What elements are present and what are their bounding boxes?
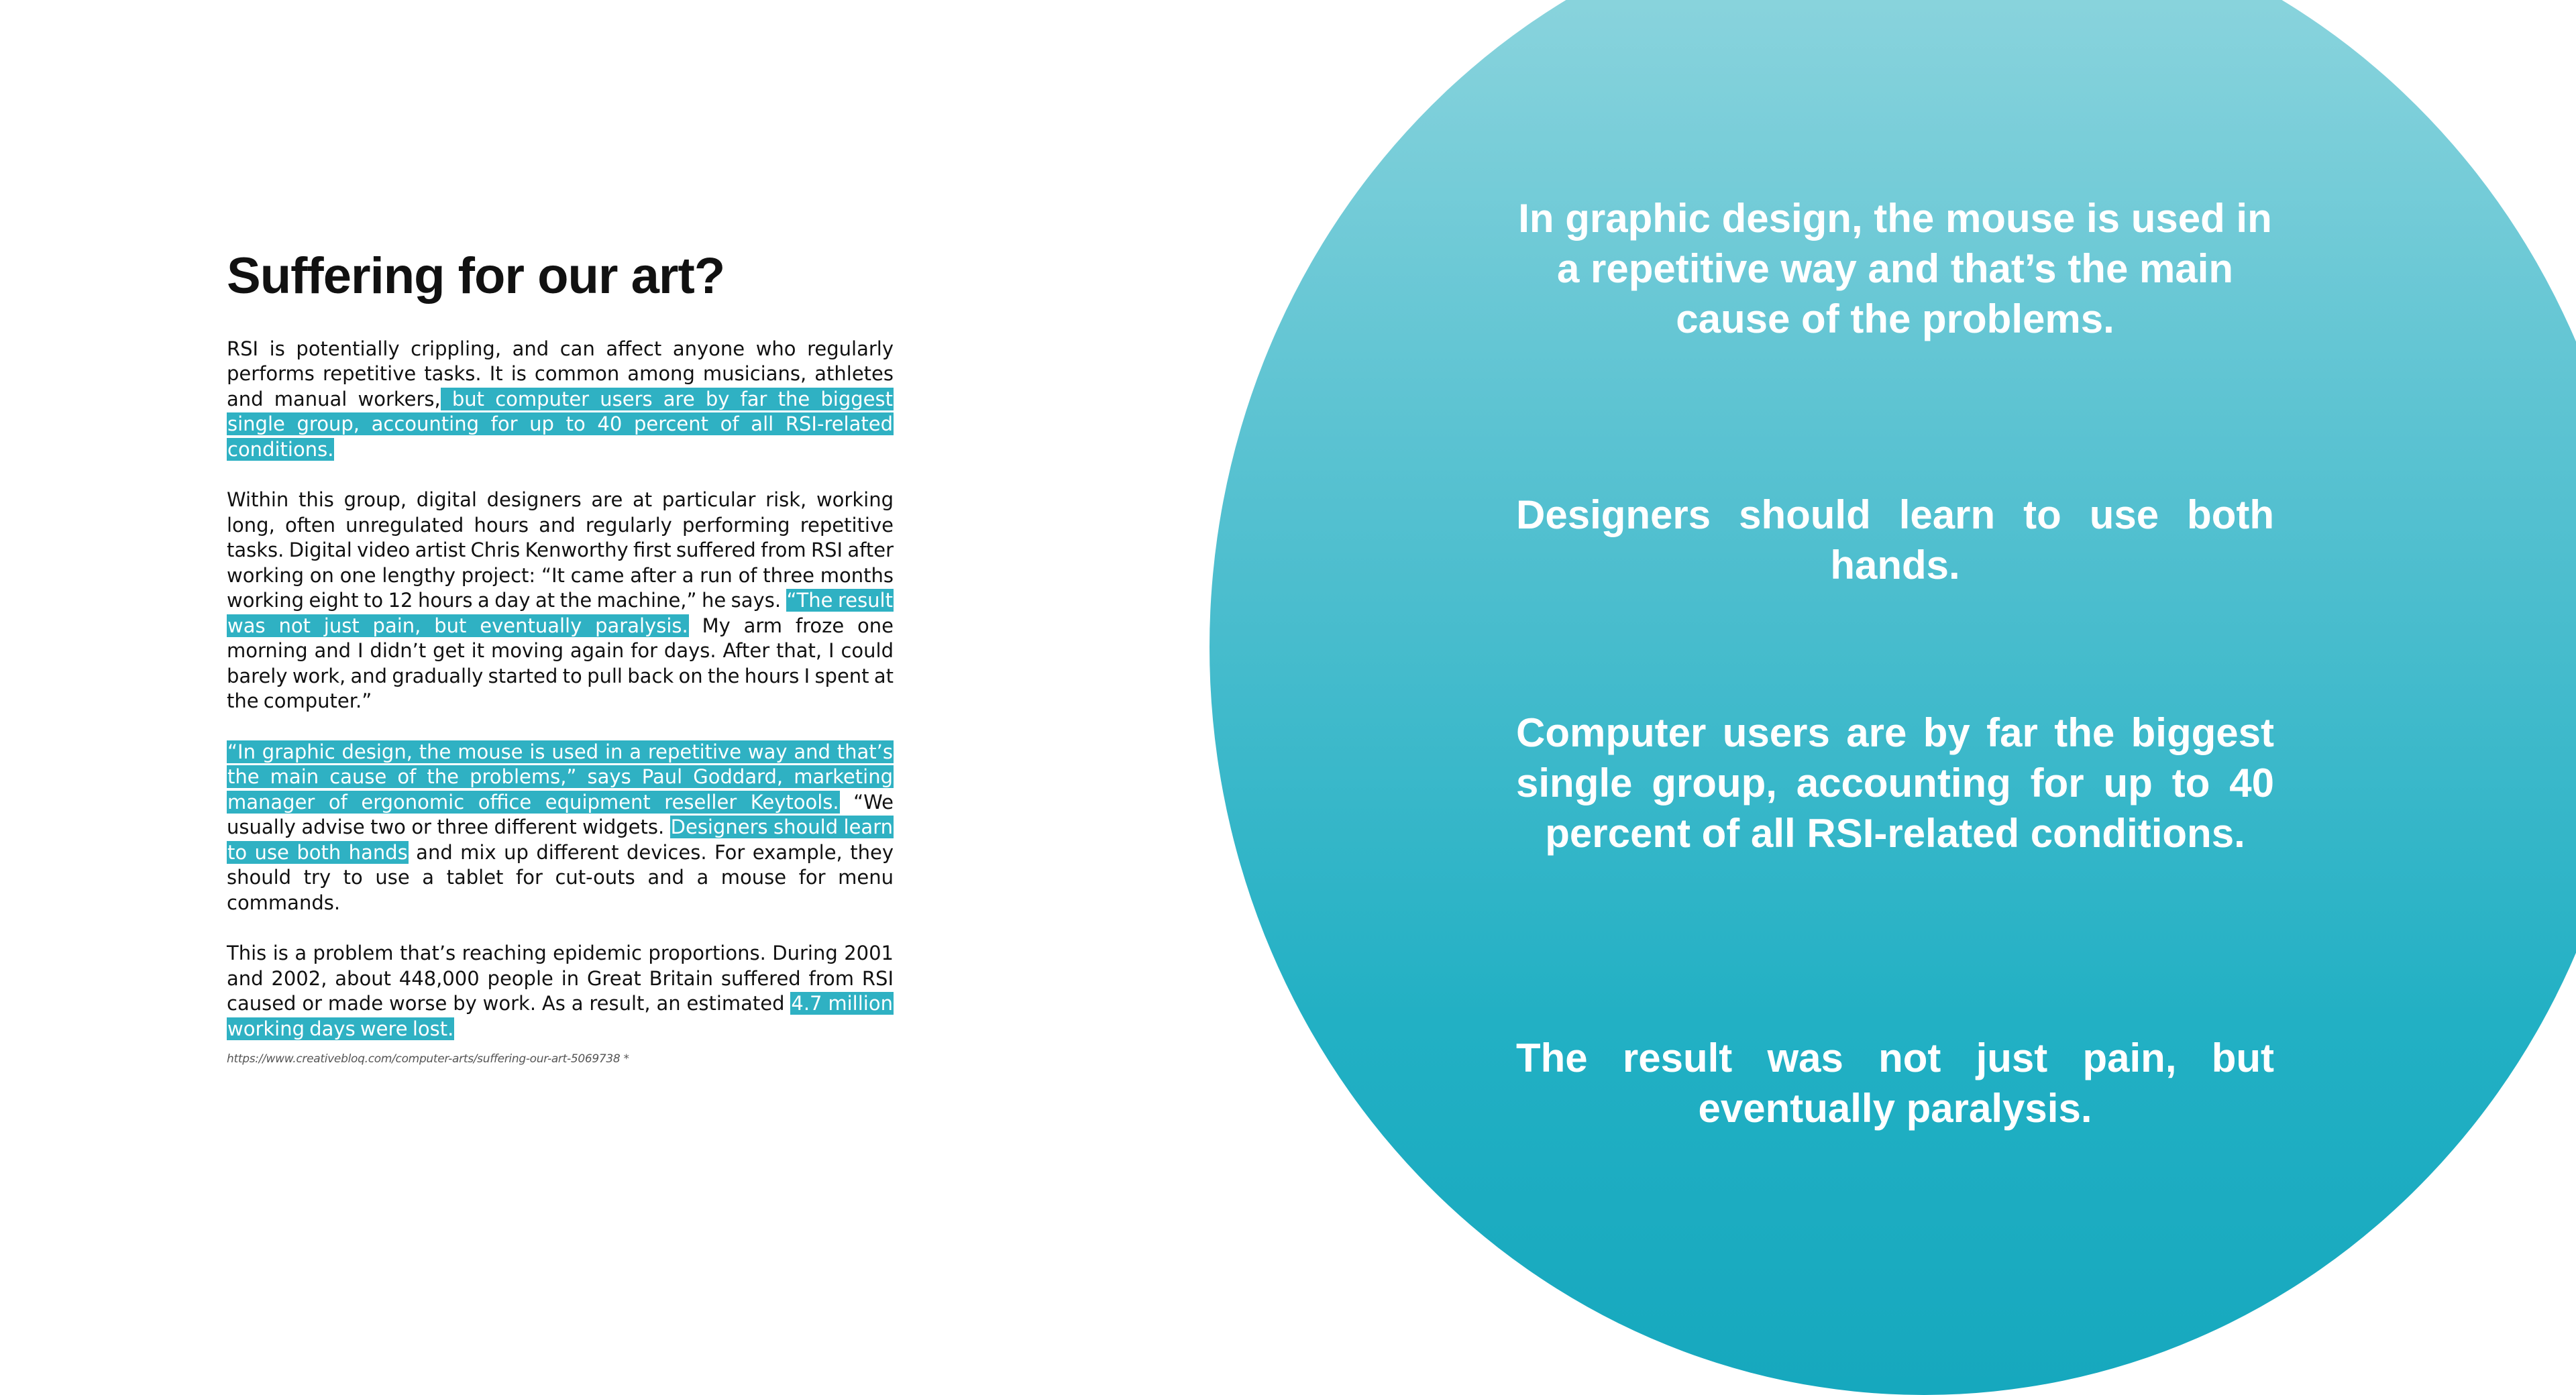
- paragraph-3: [227, 740, 894, 916]
- paragraph-1: [227, 337, 894, 463]
- highlighted-text: but computer users are by far the biggest single group, accounting for up to 40 percent of all RSI-related conditions.: [227, 387, 893, 461]
- source-url: https://www.creativebloq.com/computer-arts/suffering-our-art-5069738 *: [227, 1052, 629, 1066]
- paragraph-2: [227, 488, 894, 714]
- paragraph-text: My arm froze one morning and I didn’t get it moving again for days. After that, I could barely work, and gradually started to pull back on the hours I spent at the computer.”: [227, 614, 894, 713]
- paragraph-text: Within this group, digital designers are at particular risk, working long, often unregulated hours and regularly performing repetitive tasks. Digital video artist Chris Kenworthy first suffered from RSI after working on one lengthy project: “It came after a run of three months working eight to 12 hours a day at the machine,” he says.: [227, 488, 894, 612]
- pull-quote-4: The result was not just pain, but eventually paralysis.: [1516, 1036, 2274, 1131]
- paragraph-text: This is a problem that’s reaching epidemic proportions. During 2001 and 2002, about 448,000 people in Great Britain suffered from RSI caused or made worse by work. As a result, an estimated: [227, 942, 894, 1015]
- pull-quote-3: Computer users are by far the biggest single group, accounting for up to 40 percent of all RSI-related conditions.: [1516, 710, 2274, 856]
- highlighted-text: “In graphic design, the mouse is used in a repetitive way and that’s the main cause of the problems,” says Paul Goddard, marketing manager of ergonomic office equipment reseller Keytools.: [227, 740, 893, 814]
- highlighted-text: Designers should learn to use both hands: [227, 816, 893, 864]
- pull-quote-2: Designers should learn to use both hands.: [1516, 492, 2274, 588]
- paragraph-4: [227, 941, 894, 1042]
- highlighted-text: “The result was not just pain, but eventually paralysis.: [227, 589, 893, 637]
- paragraph-text: “We usually advise two or three different widgets.: [227, 790, 894, 839]
- pull-quote-1: In graphic design, the mouse is used in a repetitive way and that’s the main cause of the problems.: [1518, 196, 2272, 341]
- article-title: Suffering for our art?: [227, 247, 725, 304]
- pull-quotes: [1516, 0, 2274, 1288]
- article-column: [227, 248, 894, 1066]
- paragraph-text: RSI is potentially crippling, and can affect anyone who regularly performs repetitive tasks. It is common among musicians, athletes and manual workers,: [227, 337, 894, 410]
- highlighted-text: 4.7 million working days were lost.: [227, 992, 893, 1040]
- paragraph-text: and mix up different devices. For example, they should try to use a tablet for cut-outs and a mouse for menu commands.: [227, 840, 894, 914]
